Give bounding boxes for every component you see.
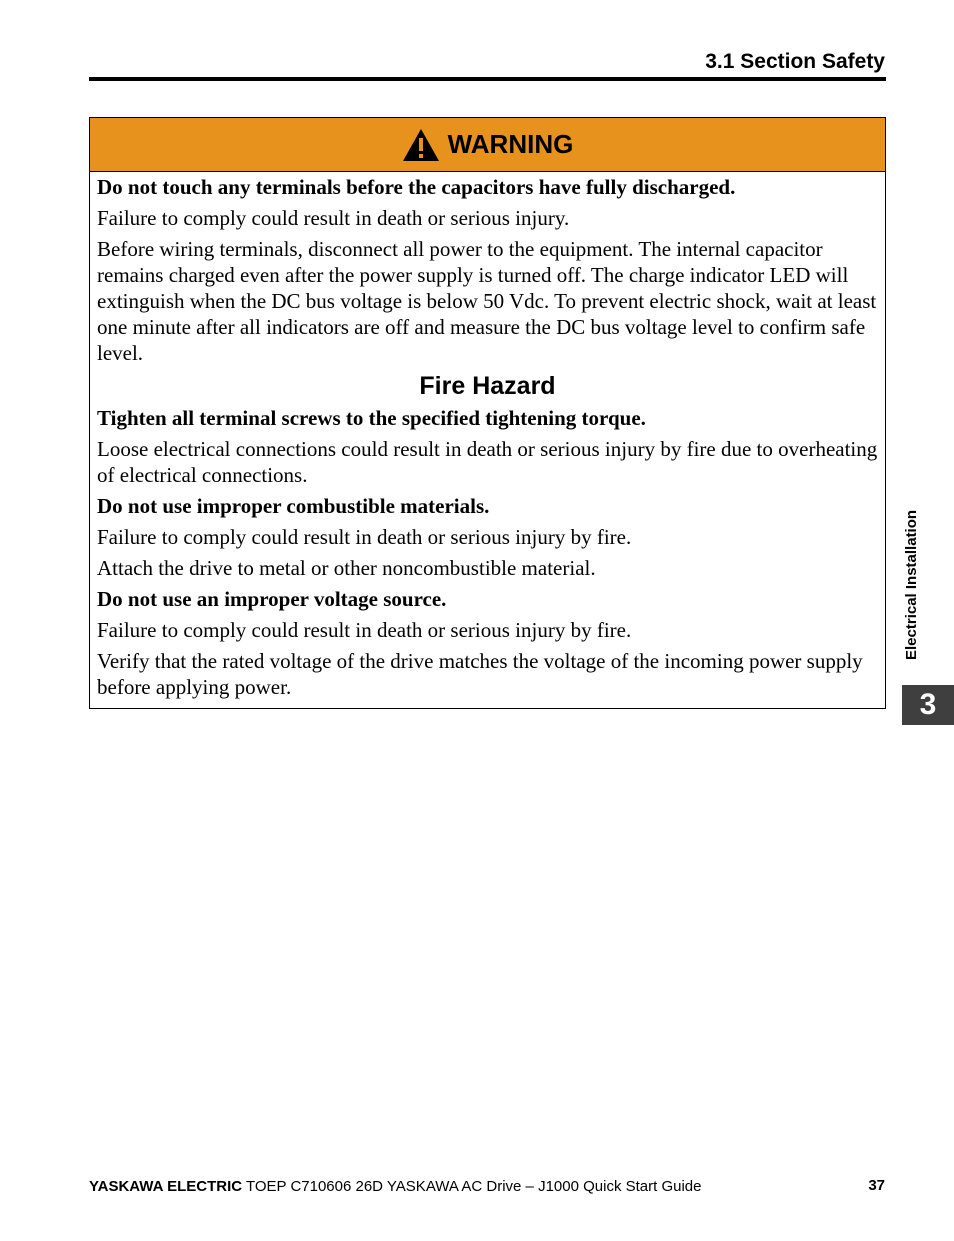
fire-consequence-combustible: Failure to comply could result in death or serious injury by fire. [97, 525, 632, 549]
fire-heading-voltage: Do not use an improper voltage source. [97, 587, 447, 611]
warning-instruction: Before wiring terminals, disconnect all power to the equipment. The internal capacitor remains charged even after the power supply is turned off. The charge indicator LED will extinguish when the DC bus voltage is below 50 Vdc. To prevent electric shock, wait at least one minute after all indicators are off and measure the DC bus voltage level to confirm safe level. [97, 237, 877, 365]
fire-instruction-combustible: Attach the drive to metal or other noncombustible material. [97, 556, 596, 580]
warning-content [90, 172, 885, 700]
page-number: 37 [868, 1177, 885, 1194]
warning-heading-capacitors: Do not touch any terminals before the capacitors have fully discharged. [97, 175, 736, 199]
fire-heading-combustible: Do not use improper combustible materials. [97, 494, 490, 518]
footer-brand: YASKAWA ELECTRIC [89, 1178, 243, 1195]
fire-instruction-voltage: Verify that the rated voltage of the drive matches the voltage of the incoming power supply before applying power. [97, 649, 863, 699]
warning-banner [90, 118, 885, 172]
footer-doc-title: TOEP C710606 26D YASKAWA AC Drive – J1000 Quick Start Guide [242, 1178, 702, 1195]
footer-doc-info [89, 1178, 701, 1195]
warning-consequence: Failure to comply could result in death or serious injury. [97, 206, 570, 230]
chapter-side-label: Electrical Installation [903, 509, 920, 660]
warning-label: WARNING [447, 129, 574, 159]
section-title: 3.1 Section Safety [705, 50, 885, 73]
fire-hazard-title: Fire Hazard [419, 372, 556, 400]
warning-box [89, 117, 886, 709]
fire-consequence-screws: Loose electrical connections could result in death or serious injury by fire due to overheating of electrical connections. [97, 437, 878, 487]
chapter-number-tab: 3 [902, 685, 954, 725]
fire-heading-screws: Tighten all terminal screws to the specified tightening torque. [97, 406, 646, 430]
fire-consequence-voltage: Failure to comply could result in death or serious injury by fire. [97, 618, 632, 642]
warning-triangle-icon [402, 128, 440, 162]
header-rule [89, 77, 886, 81]
